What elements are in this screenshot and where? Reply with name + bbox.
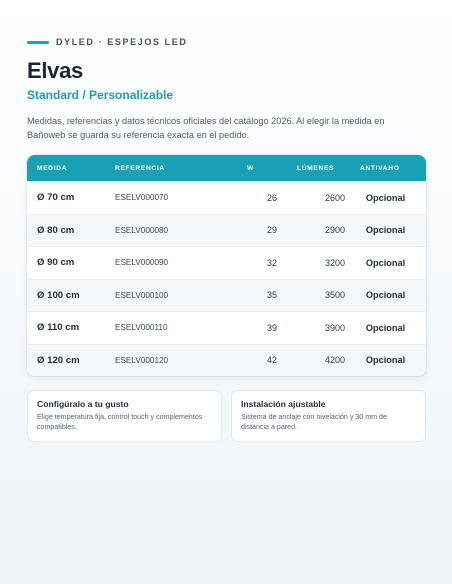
table-row[interactable] [27, 344, 426, 377]
table-header [27, 155, 426, 181]
header-referencia: REFERENCIA [115, 164, 165, 172]
accent-bar [27, 41, 49, 44]
cell-lumenes: 4200 [324, 355, 345, 366]
cell-w: 32 [266, 257, 277, 268]
cell-medida: Ø 120 cm [37, 354, 80, 366]
cell-referencia: ESELV000090 [115, 258, 169, 268]
cell-medida: Ø 70 cm [37, 192, 75, 204]
feature-card-instalacion [231, 390, 426, 442]
product-subtitle: Standard / Personalizable [27, 88, 174, 102]
cell-antivaho: Opcional [365, 257, 406, 268]
cell-lumenes: 2900 [324, 225, 345, 236]
eyebrow [27, 35, 425, 49]
header-w: W [247, 164, 254, 172]
cell-referencia: ESELV000110 [115, 323, 168, 333]
table-row[interactable] [27, 181, 426, 214]
cell-antivaho: Opcional [365, 290, 406, 301]
header-lumenes: LÚMENES [297, 164, 335, 172]
feature-title: Configúralo a tu gusto [37, 399, 129, 409]
feature-text: Elige temperatura fija, control touch y complementos compatibles. [37, 413, 203, 431]
cell-w: 26 [266, 192, 277, 203]
cell-referencia: ESELV000100 [115, 290, 169, 300]
table-row[interactable] [27, 279, 426, 312]
cell-referencia: ESELV000070 [115, 193, 169, 203]
product-title: Elvas [27, 58, 83, 83]
cell-w: 42 [266, 355, 277, 366]
brand-eyebrow-text: DYLED · ESPEJOS LED [56, 37, 188, 47]
cell-w: 35 [266, 290, 277, 301]
feature-title: Instalación ajustable [241, 399, 326, 409]
feature-text: Sistema de anclaje con nivelación y 30 mm de distancia a pared. [241, 413, 387, 431]
table-row[interactable] [27, 246, 426, 279]
cell-antivaho: Opcional [365, 322, 406, 333]
spec-table [27, 155, 426, 376]
table-row[interactable] [27, 311, 426, 344]
cell-w: 29 [266, 225, 277, 236]
header-antivaho: ANTIVAHO [360, 164, 400, 172]
cell-lumenes: 3200 [324, 257, 345, 268]
cell-antivaho: Opcional [365, 355, 406, 366]
cell-lumenes: 3900 [324, 322, 345, 333]
feature-cards [27, 390, 426, 442]
cell-lumenes: 2600 [324, 192, 345, 203]
cell-medida: Ø 90 cm [37, 257, 75, 269]
cell-lumenes: 3500 [324, 290, 345, 301]
product-description: Medidas, referencias y datos técnicos oficiales del catálogo 2026. Al elegir la medida en Bañoweb se guarda su referencia exacta en el pedido. [27, 116, 385, 140]
cell-antivaho: Opcional [365, 192, 406, 203]
feature-card-configuracion [27, 390, 222, 442]
cell-referencia: ESELV000080 [115, 225, 169, 235]
cell-w: 39 [266, 322, 277, 333]
cell-medida: Ø 80 cm [37, 224, 75, 236]
cell-medida: Ø 110 cm [37, 322, 80, 334]
cell-referencia: ESELV000120 [115, 355, 169, 365]
table-row[interactable] [27, 214, 426, 247]
cell-antivaho: Opcional [365, 225, 406, 236]
header-medida: MEDIDA [37, 164, 68, 172]
cell-medida: Ø 100 cm [37, 289, 80, 301]
